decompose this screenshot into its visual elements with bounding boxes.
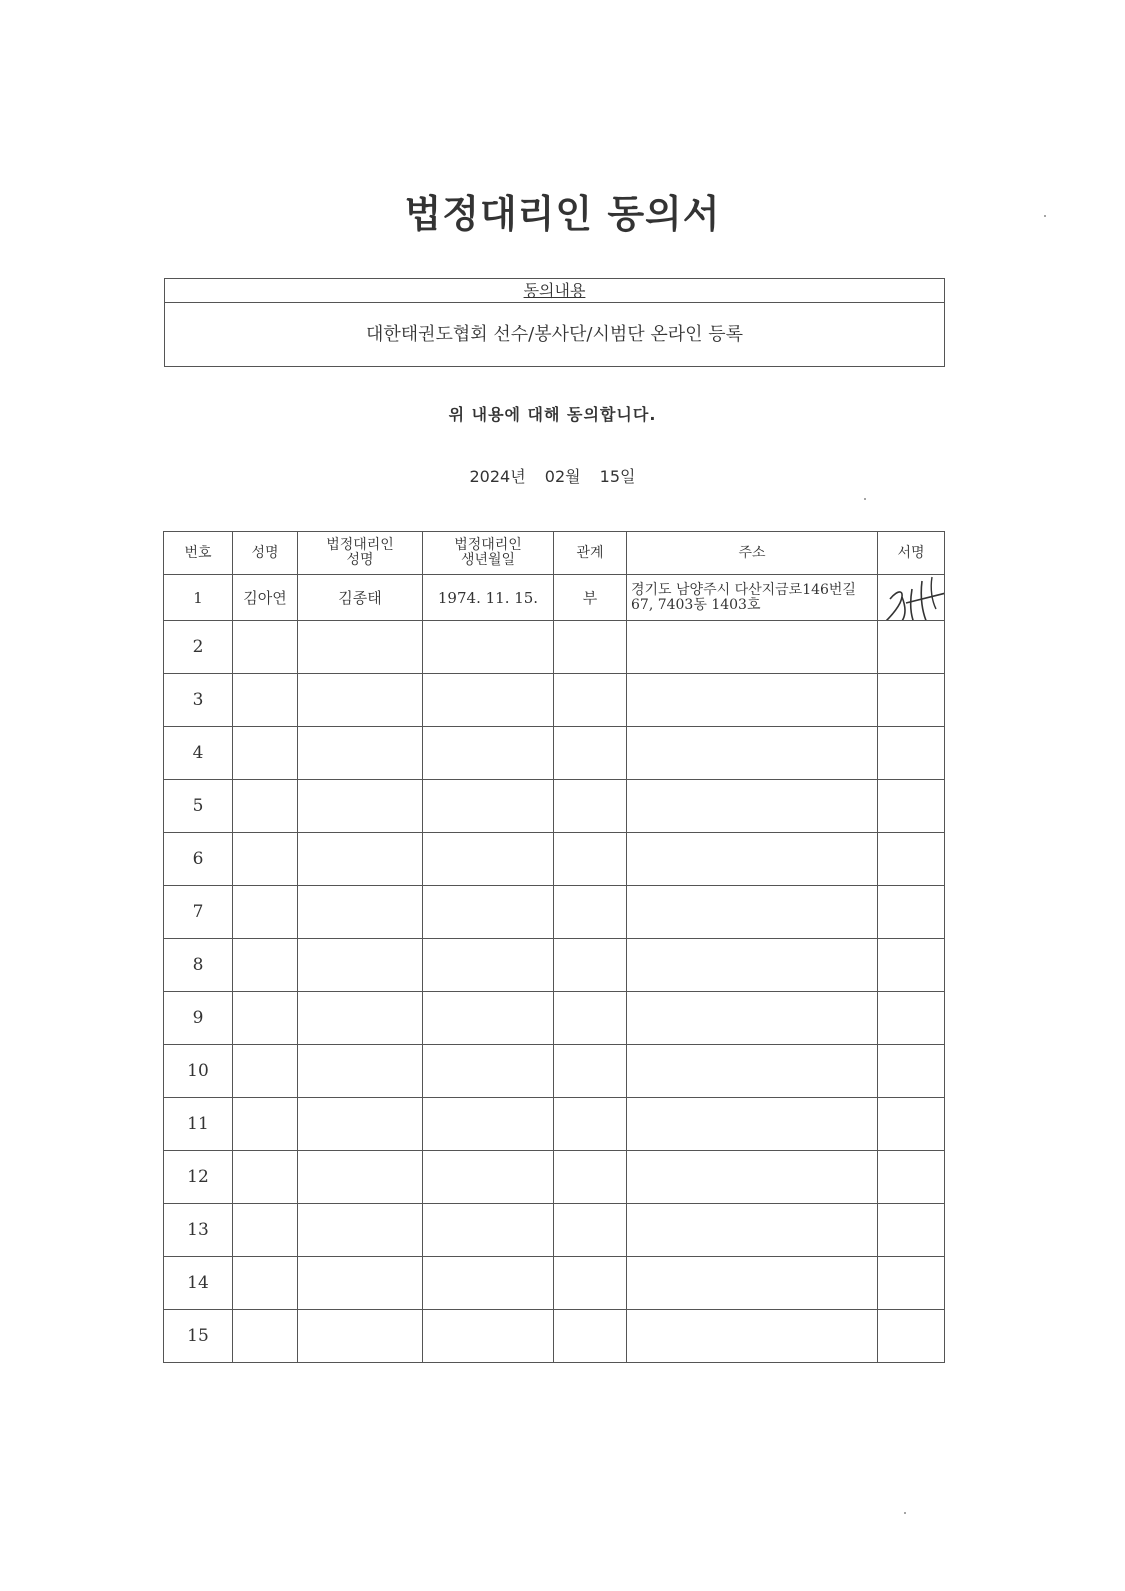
consent-box <box>164 278 945 367</box>
cell-no: 12 <box>164 1151 233 1204</box>
cell-guardian-birth <box>423 1204 554 1257</box>
cell-name <box>233 727 298 780</box>
cell-signature <box>878 992 945 1045</box>
cell-guardian-name <box>298 1151 423 1204</box>
table-row <box>164 1310 945 1363</box>
table-row <box>164 1151 945 1204</box>
cell-address <box>627 1098 878 1151</box>
cell-relation <box>554 886 627 939</box>
cell-name <box>233 886 298 939</box>
cell-no: 2 <box>164 621 233 674</box>
cell-relation <box>554 1045 627 1098</box>
cell-guardian-birth <box>423 1045 554 1098</box>
table-row <box>164 992 945 1045</box>
scan-speck <box>1044 215 1046 217</box>
cell-guardian-name <box>298 674 423 727</box>
header-no: 번호 <box>164 532 233 575</box>
cell-guardian-birth <box>423 780 554 833</box>
cell-guardian-birth <box>423 621 554 674</box>
cell-signature <box>878 1151 945 1204</box>
cell-guardian-birth: 1974. 11. 15. <box>423 575 554 621</box>
cell-guardian-birth <box>423 833 554 886</box>
cell-name <box>233 621 298 674</box>
cell-name <box>233 674 298 727</box>
cell-name <box>233 1310 298 1363</box>
cell-relation <box>554 727 627 780</box>
table-row <box>164 833 945 886</box>
cell-no: 3 <box>164 674 233 727</box>
cell-address <box>627 1257 878 1310</box>
cell-guardian-name <box>298 1045 423 1098</box>
header-relation: 관계 <box>554 532 627 575</box>
cell-signature <box>878 939 945 992</box>
cell-guardian-birth <box>423 992 554 1045</box>
cell-address <box>627 674 878 727</box>
cell-relation <box>554 1257 627 1310</box>
cell-relation: 부 <box>554 575 627 621</box>
cell-guardian-name <box>298 939 423 992</box>
cell-guardian-name <box>298 727 423 780</box>
cell-relation <box>554 1098 627 1151</box>
cell-signature <box>878 1045 945 1098</box>
cell-relation <box>554 780 627 833</box>
cell-signature <box>878 674 945 727</box>
cell-no: 6 <box>164 833 233 886</box>
cell-guardian-name <box>298 992 423 1045</box>
cell-signature <box>878 886 945 939</box>
cell-no: 15 <box>164 1310 233 1363</box>
scan-speck <box>864 498 866 500</box>
cell-address <box>627 1204 878 1257</box>
table-row <box>164 1204 945 1257</box>
cell-address <box>627 621 878 674</box>
cell-signature <box>878 1204 945 1257</box>
cell-guardian-name: 김종태 <box>298 575 423 621</box>
cell-name <box>233 1045 298 1098</box>
header-guardian-birth: 법정대리인 생년월일 <box>423 532 554 575</box>
cell-relation <box>554 674 627 727</box>
cell-guardian-name <box>298 780 423 833</box>
cell-guardian-birth <box>423 1257 554 1310</box>
table-row <box>164 780 945 833</box>
cell-name <box>233 939 298 992</box>
cell-guardian-name <box>298 886 423 939</box>
cell-relation <box>554 992 627 1045</box>
table-header-row <box>164 532 945 575</box>
cell-signature <box>878 1257 945 1310</box>
document-title: 법정대리인 동의서 <box>404 192 721 236</box>
table-row <box>164 886 945 939</box>
agree-statement: 위 내용에 대해 동의합니다. <box>448 405 657 424</box>
cell-signature <box>878 621 945 674</box>
cell-relation <box>554 1204 627 1257</box>
cell-no: 11 <box>164 1098 233 1151</box>
cell-no: 1 <box>164 575 233 621</box>
cell-no: 13 <box>164 1204 233 1257</box>
cell-no: 9 <box>164 992 233 1045</box>
cell-no: 8 <box>164 939 233 992</box>
cell-name <box>233 1257 298 1310</box>
table-row <box>164 1098 945 1151</box>
cell-guardian-name <box>298 1257 423 1310</box>
cell-name <box>233 833 298 886</box>
consent-date: 2024년 02월 15일 <box>469 467 636 486</box>
cell-guardian-name <box>298 1310 423 1363</box>
cell-relation <box>554 939 627 992</box>
cell-name <box>233 1151 298 1204</box>
header-address: 주소 <box>627 532 878 575</box>
cell-guardian-birth <box>423 1151 554 1204</box>
cell-signature <box>878 575 945 621</box>
cell-address <box>627 780 878 833</box>
header-guardian-name: 법정대리인 성명 <box>298 532 423 575</box>
table-row <box>164 727 945 780</box>
cell-guardian-birth <box>423 939 554 992</box>
cell-relation <box>554 1310 627 1363</box>
registration-table <box>163 531 945 1363</box>
cell-guardian-name <box>298 833 423 886</box>
table-row <box>164 1257 945 1310</box>
cell-guardian-name <box>298 1204 423 1257</box>
cell-guardian-name <box>298 621 423 674</box>
cell-guardian-name <box>298 1098 423 1151</box>
consent-header: 동의내용 <box>165 279 944 303</box>
cell-guardian-birth <box>423 674 554 727</box>
cell-address <box>627 833 878 886</box>
cell-no: 4 <box>164 727 233 780</box>
cell-address <box>627 1310 878 1363</box>
cell-guardian-birth <box>423 727 554 780</box>
cell-name <box>233 992 298 1045</box>
cell-relation <box>554 1151 627 1204</box>
cell-address <box>627 1045 878 1098</box>
cell-name <box>233 780 298 833</box>
cell-guardian-birth <box>423 886 554 939</box>
cell-address <box>627 727 878 780</box>
cell-no: 14 <box>164 1257 233 1310</box>
cell-name <box>233 1204 298 1257</box>
table-row <box>164 939 945 992</box>
table-row <box>164 575 945 621</box>
cell-relation <box>554 833 627 886</box>
header-signature: 서명 <box>878 532 945 575</box>
cell-name: 김아연 <box>233 575 298 621</box>
handwritten-signature <box>878 575 945 621</box>
cell-guardian-birth <box>423 1310 554 1363</box>
table-row <box>164 621 945 674</box>
cell-no: 10 <box>164 1045 233 1098</box>
cell-address <box>627 1151 878 1204</box>
table-row <box>164 674 945 727</box>
header-name: 성명 <box>233 532 298 575</box>
cell-signature <box>878 833 945 886</box>
cell-address <box>627 939 878 992</box>
cell-no: 5 <box>164 780 233 833</box>
cell-signature <box>878 1310 945 1363</box>
cell-signature <box>878 780 945 833</box>
cell-no: 7 <box>164 886 233 939</box>
cell-signature <box>878 727 945 780</box>
table-row <box>164 1045 945 1098</box>
cell-address <box>627 886 878 939</box>
consent-body: 대한태권도협회 선수/봉사단/시범단 온라인 등록 <box>365 324 744 345</box>
cell-relation <box>554 621 627 674</box>
cell-address <box>627 992 878 1045</box>
cell-signature <box>878 1098 945 1151</box>
cell-name <box>233 1098 298 1151</box>
scan-speck <box>904 1512 906 1514</box>
cell-address: 경기도 남양주시 다산지금로146번길 67, 7403동 1403호 <box>627 575 878 621</box>
cell-guardian-birth <box>423 1098 554 1151</box>
